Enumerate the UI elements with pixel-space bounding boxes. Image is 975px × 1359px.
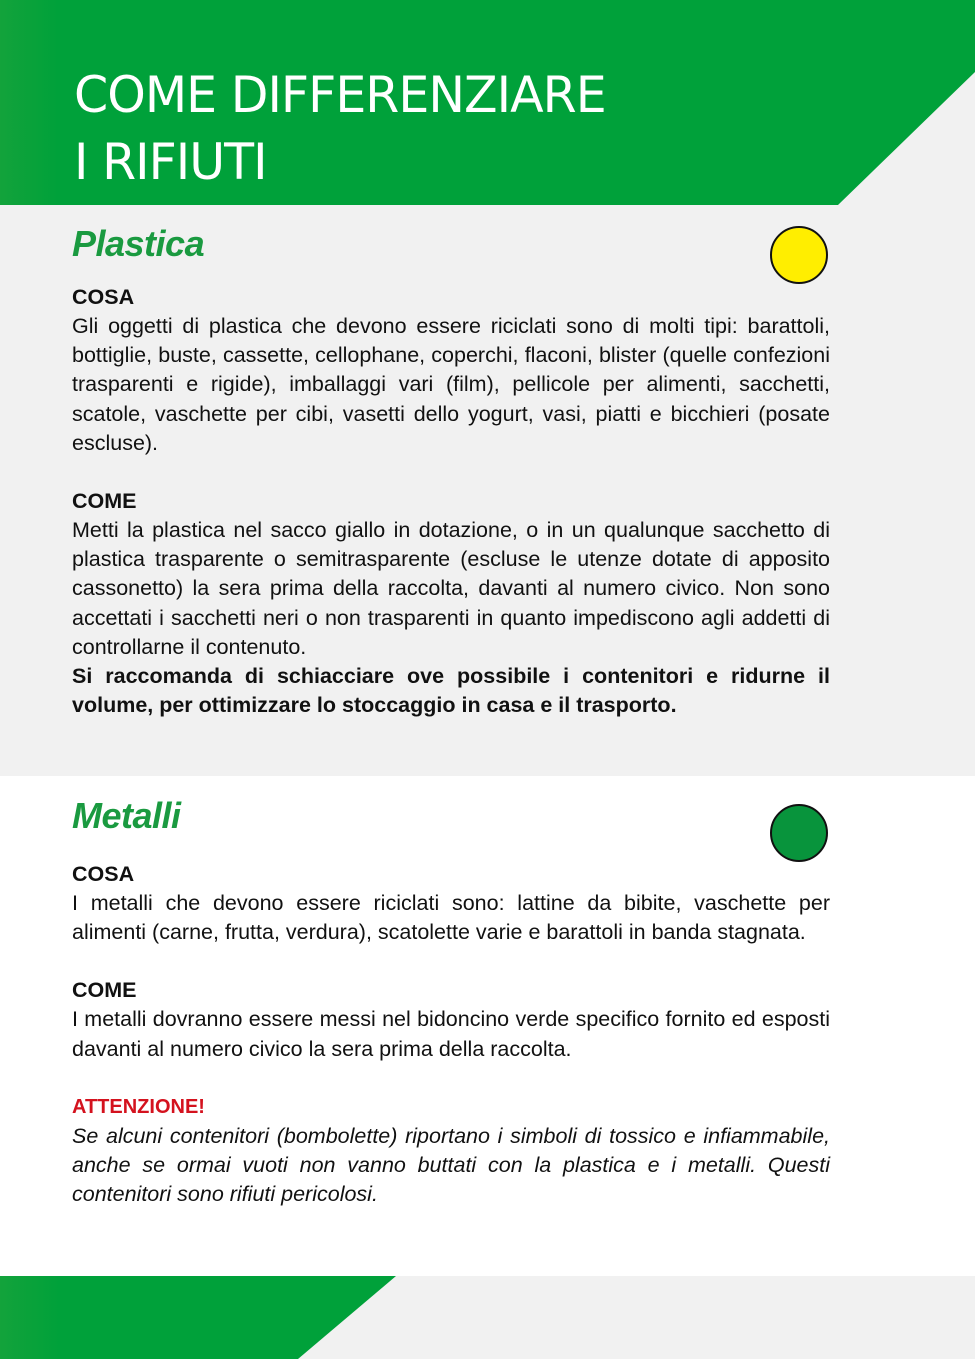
page-footer	[0, 1276, 975, 1359]
cosa-label: COSA	[72, 285, 135, 309]
come-label: COME	[72, 489, 137, 514]
section-plastica	[0, 206, 975, 776]
cosa-text: Gli oggetti di plastica che devono essere riciclati sono di molti tipi: barattoli, bottiglie, buste, cassette, cellophane, coperchi, flaconi, blister (quelle confezioni trasparenti e rigide), imballaggi vari (film), pellicole per alimenti, sacchetti, scatole, vaschette per cibi, vasetti dello yogurt, vasi, piatti e bicchieri (posate escluse).	[72, 314, 830, 455]
warning-label: ATTENZIONE!	[72, 1095, 205, 1118]
section-title-metalli: Metalli	[72, 795, 181, 836]
cosa-text: I metalli che devono essere riciclati sono: lattine da bibite, vaschette per alimenti (carne, frutta, verdura), scatolette varie e barattoli in banda stagnata.	[72, 891, 830, 945]
section-metalli	[0, 776, 975, 1276]
metalli-content	[72, 860, 830, 1209]
warning-text: Se alcuni contenitori (bombolette) riportano i simboli di tossico e infiammabile, anche se ormai vuoti non vanno buttati con la plastica e i metalli. Questi contenitori sono rifiuti pericolosi.	[72, 1123, 830, 1207]
section-title-plastica: Plastica	[72, 223, 205, 264]
come-text: I metalli dovranno essere messi nel bidoncino verde specifico fornito ed esposti davanti al numero civico la sera prima della raccolta.	[72, 1007, 830, 1061]
come-text: Metti la plastica nel sacco giallo in dotazione, o in un qualunque sacchetto di plastica trasparente o semitrasparente (escluse le utenze dotate di apposito cassonetto) la sera prima della raccolta, davanti al numero civico. Non sono accettati i sacchetti neri o non trasparenti in quanto impediscono agli addetti di controllarne il contenuto.	[72, 518, 830, 659]
come-label: COME	[72, 978, 137, 1003]
title-line-2: I RIFIUTI	[74, 133, 267, 191]
page-header	[0, 0, 975, 206]
plastica-content	[72, 283, 830, 720]
cosa-label: COSA	[72, 862, 135, 886]
page-title	[74, 62, 606, 196]
green-bin-indicator-icon	[770, 804, 828, 862]
title-line-1: COME DIFFERENZIARE	[74, 66, 606, 124]
yellow-bin-indicator-icon	[770, 226, 828, 284]
footer-green-banner	[0, 1276, 975, 1359]
recommendation-note: Si raccomanda di schiacciare ove possibile i contenitori e ridurne il volume, per ottimizzare lo stoccaggio in casa e il trasporto.	[72, 664, 830, 718]
